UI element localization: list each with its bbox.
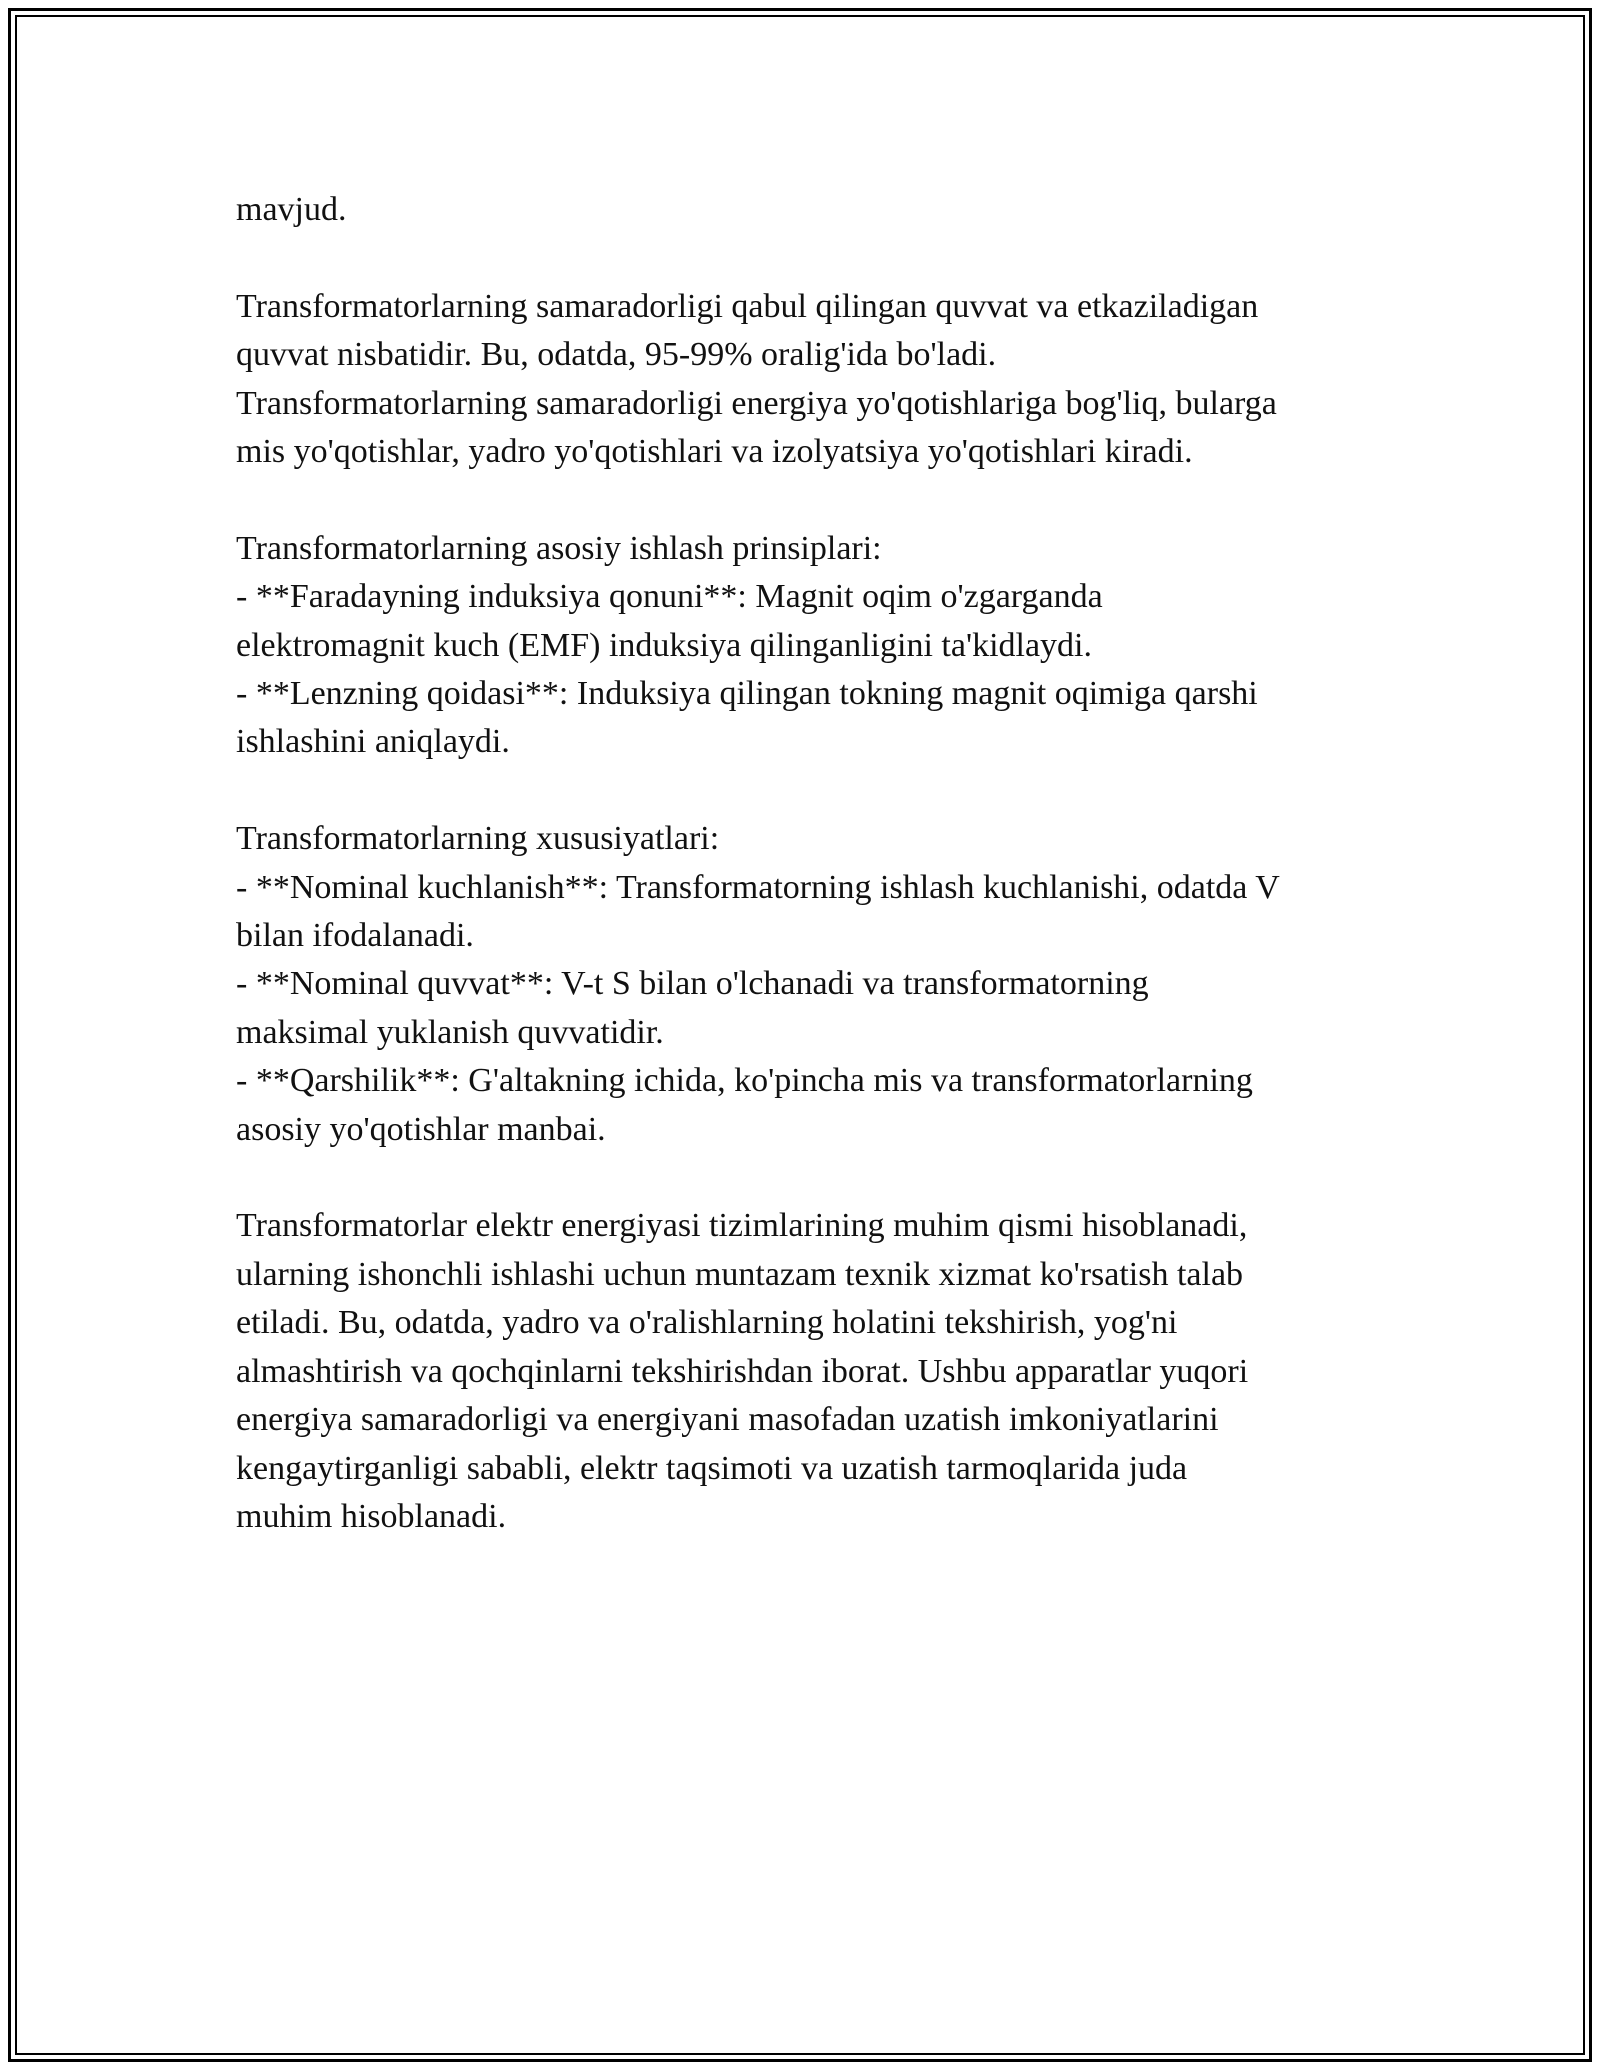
paragraph-spacer	[236, 767, 1386, 815]
paragraph-spacer	[236, 1154, 1386, 1202]
text-line: mis yo'qotishlar, yadro yo'qotishlari va izolyatsiya yo'qotishlari kiradi.	[236, 433, 1193, 471]
paragraph-characteristics	[236, 815, 1386, 1154]
paragraph-continuation	[236, 186, 1386, 234]
text-line: mavjud.	[236, 191, 347, 228]
text-line: Transformatorlarning samaradorligi energiya yo'qotishlariga bog'liq, bularga	[236, 384, 1277, 422]
text-line: maksimal yuklanish quvvatidir.	[236, 1013, 664, 1051]
paragraph-spacer	[236, 476, 1386, 524]
document-body	[236, 186, 1386, 1541]
text-line: - **Qarshilik**: G'altakning ichida, ko'pincha mis va transformatorlarning	[236, 1062, 1253, 1100]
text-line: - **Lenzning qoidasi**: Induksiya qilingan tokning magnit oqimiga qarshi	[236, 675, 1258, 713]
text-line: Transformatorlarning asosiy ishlash prinsiplari:	[236, 529, 882, 567]
paragraph-spacer	[236, 234, 1386, 282]
text-line: muhim hisoblanadi.	[236, 1497, 507, 1535]
text-line: ishlashini aniqlaydi.	[236, 723, 510, 761]
text-line: energiya samaradorligi va energiyani masofadan uzatish imkoniyatlarini	[236, 1401, 1219, 1439]
text-line: bilan ifodalanadi.	[236, 917, 474, 955]
text-line: etiladi. Bu, odatda, yadro va o'ralishlarning holatini tekshirish, yog'ni	[236, 1304, 1178, 1342]
text-line: - **Nominal kuchlanish**: Transformatorning ishlash kuchlanishi, odatda V	[236, 868, 1280, 906]
text-line: kengaytirganligi sababli, elektr taqsimoti va uzatish tarmoqlarida juda	[236, 1449, 1188, 1487]
text-line: asosiy yo'qotishlar manbai.	[236, 1110, 606, 1148]
paragraph-principles	[236, 525, 1386, 767]
text-line: Transformatorlar elektr energiyasi tizimlarining muhim qismi hisoblanadi,	[236, 1207, 1248, 1245]
text-line: almashtirish va qochqinlarni tekshirishdan iborat. Ushbu apparatlar yuqori	[236, 1352, 1249, 1390]
paragraph-maintenance	[236, 1202, 1386, 1541]
text-line: Transformatorlarning samaradorligi qabul qilingan quvvat va etkaziladigan	[236, 287, 1259, 325]
text-line: quvvat nisbatidir. Bu, odatda, 95-99% oralig'ida bo'ladi.	[236, 336, 997, 374]
text-line: elektromagnit kuch (EMF) induksiya qilinganligini ta'kidlaydi.	[236, 626, 1092, 664]
paragraph-efficiency	[236, 283, 1386, 477]
text-line: - **Faradayning induksiya qonuni**: Magnit oqim o'zgarganda	[236, 578, 1103, 616]
text-line: Transformatorlarning xususiyatlari:	[236, 820, 720, 858]
text-line: - **Nominal quvvat**: V-t S bilan o'lchanadi va transformatorning	[236, 965, 1149, 1003]
text-line: ularning ishonchli ishlashi uchun muntazam texnik xizmat ko'rsatish talab	[236, 1255, 1244, 1293]
